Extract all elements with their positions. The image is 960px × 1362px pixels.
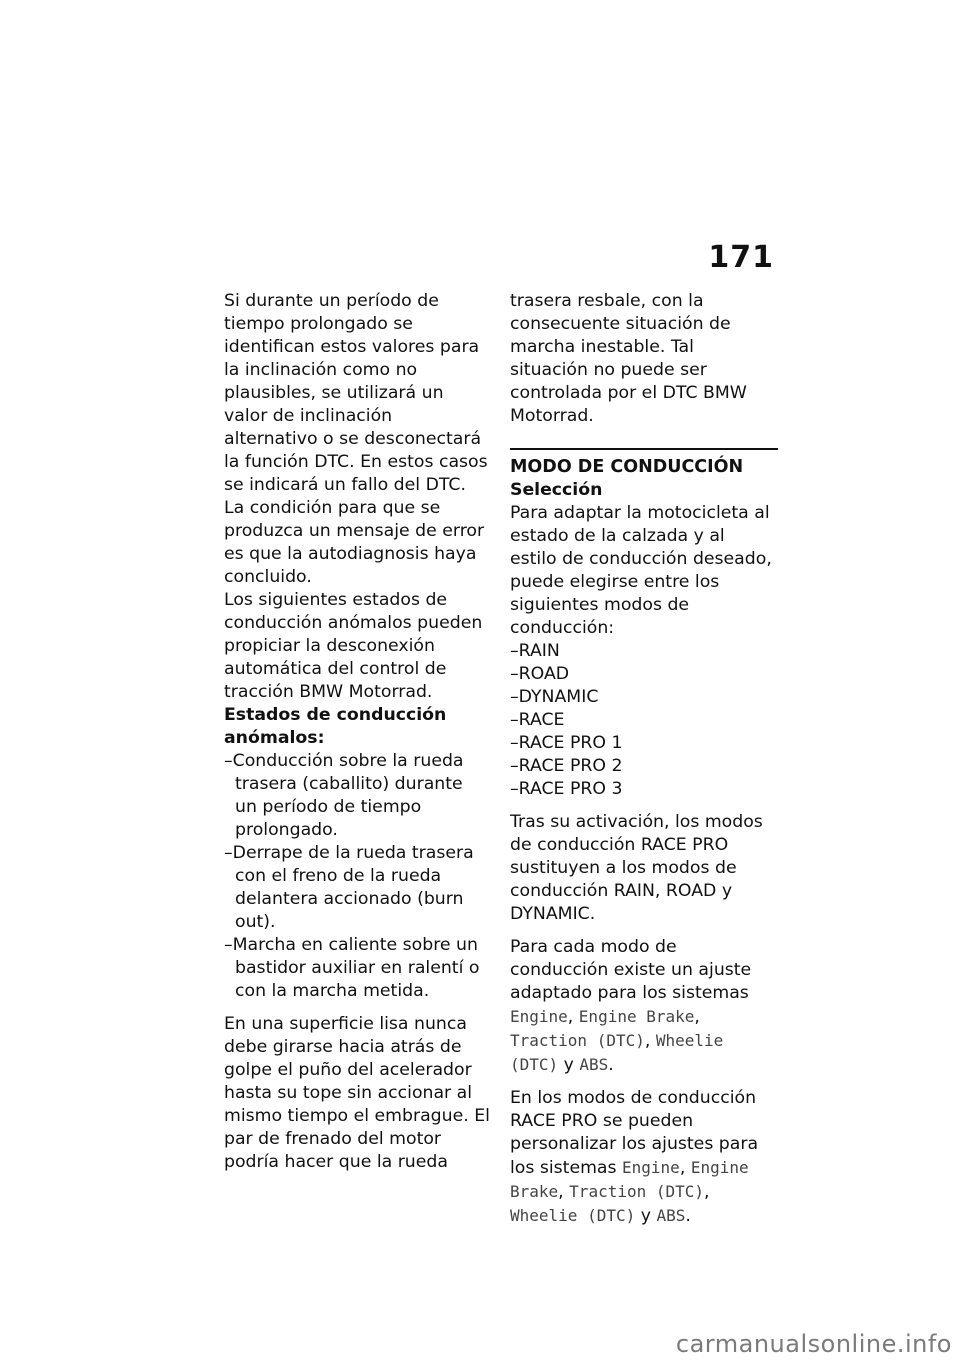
system-name: Engine Brake (578, 1007, 695, 1026)
list-item: –RACE PRO 2 (510, 756, 623, 776)
list-item: –RACE (510, 710, 565, 730)
paragraph-systems-adjust (510, 936, 776, 1077)
system-name: Engine (622, 1158, 680, 1177)
text-span: y (635, 1206, 657, 1226)
system-name: Wheelie (DTC) (510, 1206, 636, 1225)
left-column (224, 290, 490, 1174)
paragraph-inclination: Si durante un período de tiempo prolongado se identifican estos valores para la inclinación como no plausibles, se utilizará un valor de inclinación alternativo o se desconectará la función DTC. En estos casos se indicará un fallo del DTC. La condición para que se produzca un mensaje de error es que la autodiagnosis haya concluido. (224, 291, 488, 587)
section-title: MODO DE CONDUCCIÓN (510, 457, 744, 477)
list-item: –ROAD (510, 664, 570, 684)
system-name: Traction (DTC) (510, 1031, 645, 1050)
subheading-selection: Selección (510, 480, 603, 500)
heading-abnormal-states: Estados de conducción anómalos: (224, 705, 447, 748)
list-item: –Derrape de la rueda trasera con el freno de la rueda delantera accionado (burn out). (224, 843, 474, 932)
text-span: , (558, 1182, 570, 1202)
text-span: , (644, 1031, 656, 1051)
page-number: 171 (708, 240, 774, 275)
text-span: y (558, 1055, 580, 1075)
paragraph-race-pro-personalize (510, 1087, 776, 1228)
text-span: , (679, 1158, 691, 1178)
text-span: , (704, 1182, 710, 1202)
text-span: , (567, 1007, 579, 1027)
paragraph-rear-wheel: trasera resbale, con la consecuente situación de marcha inestable. Tal situación no puede ser controlada por el DTC BMW Motorrad. (510, 291, 747, 426)
list-item: –RAIN (510, 641, 560, 661)
paragraph-throttle-warning: En una superficie lisa nunca debe girarse hacia atrás de golpe el puño del acelerador hasta su tope sin accionar al mismo tiempo el embrague. El par de frenado del motor podría hacer que la rueda (224, 1014, 490, 1172)
system-name: Wheelie (DTC) (510, 1031, 724, 1074)
list-item: –Marcha en caliente sobre un bastidor auxiliar en ralentí o con la marcha metida. (224, 935, 480, 1001)
list-item: –RACE PRO 1 (510, 733, 623, 753)
paragraph-abnormal-states-intro: Los siguientes estados de conducción anómalos pueden propiciar la desconexión automática del control de tracción BMW Motorrad. (224, 590, 483, 702)
text-span: , (694, 1007, 700, 1027)
watermark: carmanualsonline.info (675, 1330, 952, 1358)
text-span: Para cada modo de conducción existe un ajuste adaptado para los sistemas (510, 937, 752, 1003)
section-divider (510, 448, 778, 450)
system-name: Engine (510, 1007, 568, 1026)
system-name: ABS (579, 1055, 609, 1074)
list-item: –Conducción sobre la rueda trasera (caballito) durante un período de tiempo prolongado. (224, 751, 464, 840)
right-column (510, 290, 776, 1228)
system-name: ABS (656, 1206, 686, 1225)
paragraph-mode-intro: Para adaptar la motocicleta al estado de la calzada y al estilo de conducción deseado, puede elegirse entre los siguientes modos de conducción: (510, 503, 772, 638)
list-item: –DYNAMIC (510, 687, 599, 707)
text-span: . (608, 1055, 614, 1075)
list-item: –RACE PRO 3 (510, 779, 623, 799)
paragraph-race-pro-replace: Tras su activación, los modos de conducción RACE PRO sustituyen a los modos de conducción RAIN, ROAD y DYNAMIC. (510, 812, 763, 924)
text-span: . (685, 1206, 691, 1226)
text-span: En los modos de conducción RACE PRO se pueden personalizar los ajustes para los sistemas (510, 1088, 759, 1178)
system-name: Engine Brake (510, 1158, 749, 1201)
system-name: Traction (DTC) (569, 1182, 705, 1201)
